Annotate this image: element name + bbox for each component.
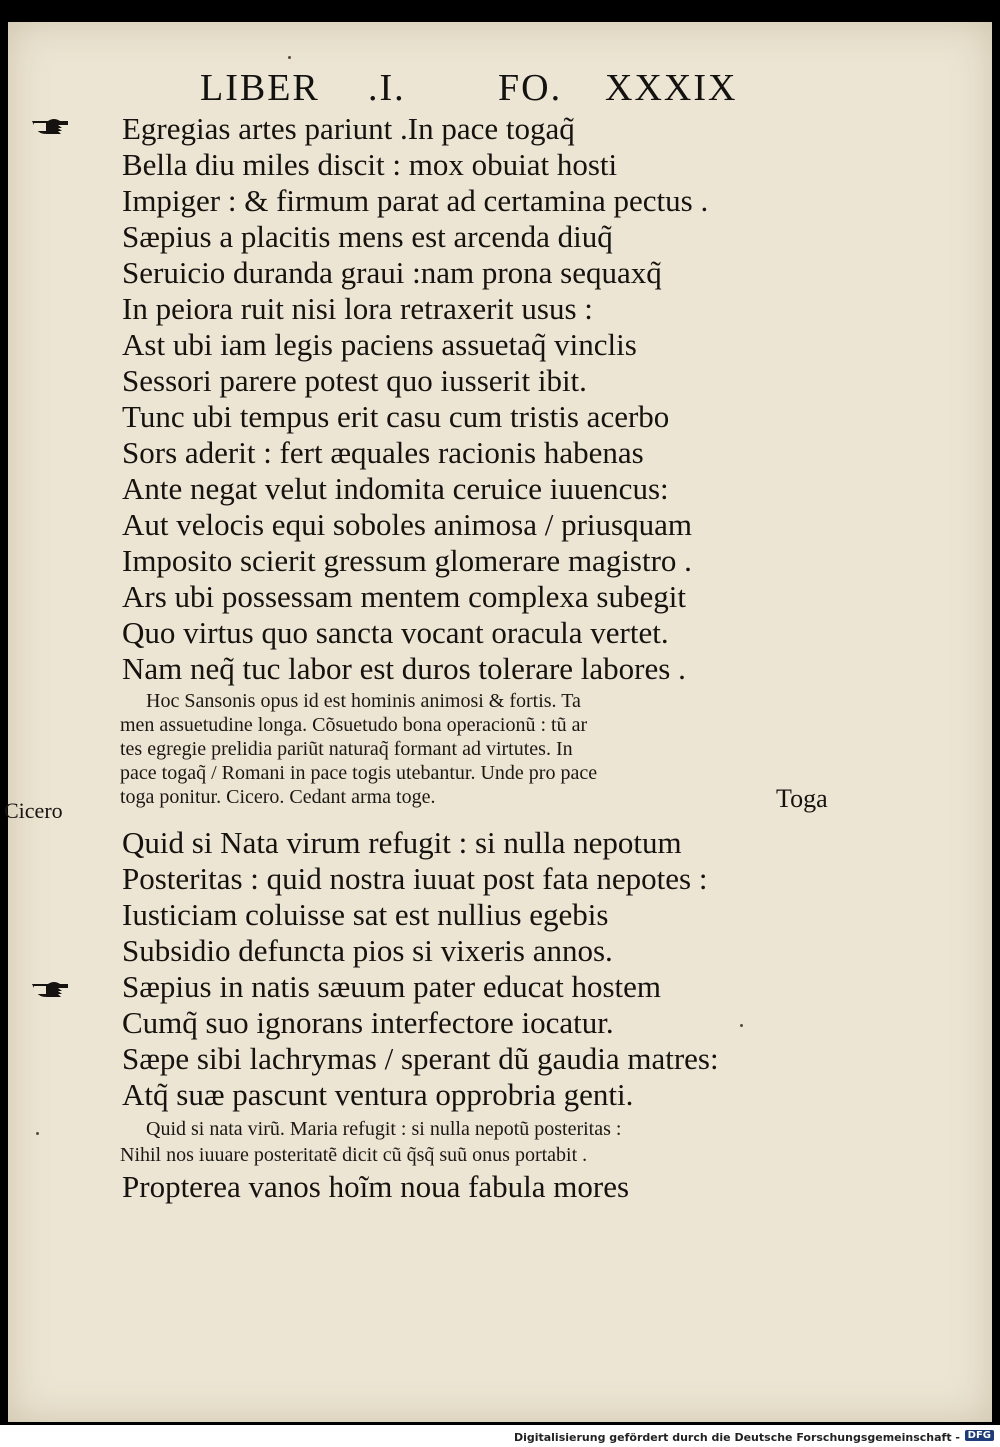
verse-line: Bella diu miles discit : mox obuiat hosti <box>122 147 618 182</box>
header-liber: LIBER <box>200 67 320 109</box>
gloss-line: tes egregie prelidia pariũt naturaq̃ formant ad virtutes. In <box>120 738 573 760</box>
gloss-line: men assuetudine longa. Cõsuetudo bona operacionũ : tũ ar <box>120 714 588 736</box>
footer-credit: Digitalisierung gefördert durch die Deutsche Forschungsgemeinschaft - <box>513 1431 960 1444</box>
verse-line: Aut velocis equi soboles animosa / priusquam <box>122 507 692 542</box>
gloss-line: Hoc Sansonis opus id est hominis animosi & fortis. Ta <box>146 690 581 712</box>
verse-line: In peiora ruit nisi lora retraxerit usus : <box>122 291 593 326</box>
gloss-line: Nihil nos iuuare posteritatẽ dicit cũ q̃sq̃ suũ onus portabit . <box>120 1144 588 1166</box>
verse-line: Posteritas : quid nostra iuuat post fata nepotes : <box>122 861 708 896</box>
verse-line: Iusticiam coluisse sat est nullius egebis <box>122 897 609 932</box>
verse-line: Imposito scierit gressum glomerare magistro . <box>122 543 692 578</box>
verse-line: Ars ubi possessam mentem complexa subegit <box>122 579 686 614</box>
verse-line: Nam neq̃ tuc labor est duros tolerare labores . <box>122 651 686 686</box>
header-book-number: .I. <box>368 67 406 109</box>
verse-line: Quo virtus quo sancta vocant oracula vertet. <box>122 615 669 650</box>
verse-line: Sæpius a placitis mens est arcenda diuq̃ <box>122 219 613 254</box>
manicule-icon <box>30 115 70 139</box>
verse-line: Egregias artes pariunt .In pace togaq̃ <box>122 111 575 146</box>
verse-line: Sæpe sibi lachrymas / sperant dũ gaudia matres: <box>122 1041 719 1076</box>
verse-line: Sors aderit : fert æquales racionis habenas <box>122 435 644 470</box>
dfg-logo: DFG <box>965 1430 994 1441</box>
verse-line: Sæpius in natis sæuum pater educat hostem <box>122 969 662 1004</box>
paper-speck <box>288 56 291 59</box>
verse-line: Ast ubi iam legis paciens assuetaq̃ vinclis <box>122 327 637 362</box>
margin-note-cicero: Cicero <box>4 798 63 823</box>
header-folio-number: XXXIX <box>605 67 738 109</box>
digitization-footer <box>0 1426 1000 1447</box>
verse-line: Atq̃ suæ pascunt ventura opprobria genti. <box>122 1077 634 1112</box>
gloss-line: toga ponitur. Cicero. Cedant arma toge. <box>120 786 436 808</box>
header-fo: FO. <box>498 67 563 109</box>
manicule-icon <box>30 978 70 1002</box>
gloss-line: Quid si nata virũ. Maria refugit : si nulla nepotũ posteritas : <box>146 1118 622 1140</box>
verse-line: Propterea vanos hoĩm noua fabula mores <box>122 1169 630 1204</box>
verse-line: Cumq̃ suo ignorans interfectore iocatur. <box>122 1005 614 1040</box>
verse-line: Tunc ubi tempus erit casu cum tristis acerbo <box>122 399 670 434</box>
verse-line: Impiger : & firmum parat ad certamina pectus . <box>122 183 709 218</box>
page-header <box>200 66 760 110</box>
verse-line: Sessori parere potest quo iusserit ibit. <box>122 363 587 398</box>
verse-line: Seruicio duranda graui :nam prona sequaxq̃ <box>122 255 662 290</box>
paper-speck <box>36 1132 39 1135</box>
verse-line: Ante negat velut indomita ceruice iuuencus: <box>122 471 669 506</box>
gloss-line: pace togaq̃ / Romani in pace togis utebantur. Unde pro pace <box>120 762 598 784</box>
paper-speck <box>740 1024 743 1027</box>
margin-note-toga: Toga <box>776 784 828 813</box>
verse-line: Subsidio defuncta pios si vixeris annos. <box>122 933 613 968</box>
verse-line: Quid si Nata virum refugit : si nulla nepotum <box>122 825 682 860</box>
